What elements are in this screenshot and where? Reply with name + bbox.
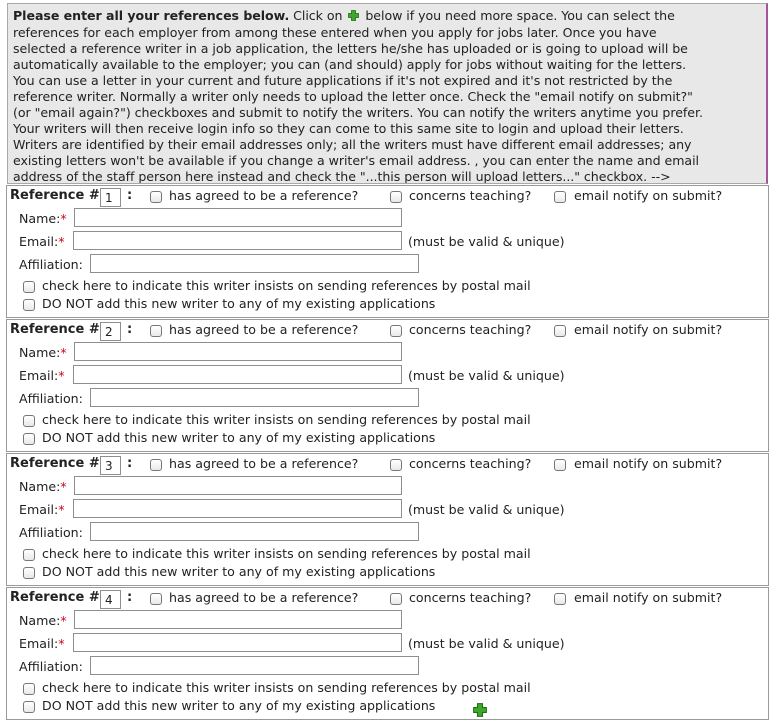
- teaching-label: concerns teaching?: [409, 188, 532, 203]
- required-asterisk: *: [58, 502, 65, 517]
- postal-mail-checkbox[interactable]: [23, 415, 35, 427]
- no-add-existing-label: DO NOT add this new writer to any of my existing applications: [42, 430, 436, 445]
- affiliation-input[interactable]: [90, 656, 419, 675]
- affiliation-label: Affiliation:: [19, 525, 83, 540]
- affiliation-label: Affiliation:: [19, 391, 83, 406]
- instructions-box: [7, 3, 768, 184]
- agreed-checkbox[interactable]: [150, 325, 162, 337]
- affiliation-input[interactable]: [90, 254, 419, 273]
- reference-number-label: Reference #: [10, 322, 100, 337]
- reference-number-colon: :: [127, 322, 133, 337]
- instructions-line: Writers are identified by their email addresses only; all the writers must have different email addresses; any: [13, 136, 692, 152]
- postal-mail-checkbox[interactable]: [23, 549, 35, 561]
- email-label: Email:*: [19, 636, 65, 651]
- email-notify-label: email notify on submit?: [574, 456, 723, 471]
- email-hint: (must be valid & unique): [408, 234, 565, 249]
- reference-number-input[interactable]: [100, 322, 121, 341]
- agreed-label: has agreed to be a reference?: [169, 590, 359, 605]
- email-input[interactable]: [73, 499, 402, 518]
- required-asterisk: *: [58, 636, 65, 651]
- name-input[interactable]: [74, 476, 402, 495]
- reference-number-label: Reference #: [10, 188, 100, 203]
- name-label: Name:*: [19, 479, 67, 494]
- name-input[interactable]: [74, 342, 402, 361]
- email-notify-checkbox[interactable]: [554, 459, 566, 471]
- email-notify-checkbox[interactable]: [554, 191, 566, 203]
- teaching-checkbox[interactable]: [390, 593, 402, 605]
- affiliation-input[interactable]: [90, 522, 419, 541]
- agreed-label: has agreed to be a reference?: [169, 322, 359, 337]
- teaching-label: concerns teaching?: [409, 456, 532, 471]
- reference-block-2: [6, 319, 769, 452]
- instructions-line: automatically available to the employer; you can (and should) apply for jobs without waiting for the letters.: [13, 56, 687, 72]
- postal-mail-checkbox[interactable]: [23, 683, 35, 695]
- instructions-line: reference writer. Normally a writer only needs to upload the letter once. Check the "email notify on submit?": [13, 88, 693, 104]
- reference-block-3: [6, 453, 769, 586]
- no-add-existing-checkbox[interactable]: [23, 701, 35, 713]
- instructions-line: references for each employer from among these entered when you apply for jobs later. Once you have: [13, 24, 657, 40]
- email-input[interactable]: [73, 231, 402, 250]
- teaching-checkbox[interactable]: [390, 325, 402, 337]
- no-add-existing-checkbox[interactable]: [23, 299, 35, 311]
- instructions-line-1: Please enter all your references below. Click on below if you need more space. You can select the: [13, 8, 675, 23]
- instructions-line: You can use a letter in your current and future applications if it's not expired and it's not restricted by the: [13, 72, 673, 88]
- reference-number-label: Reference #: [10, 456, 100, 471]
- teaching-label: concerns teaching?: [409, 322, 532, 337]
- instructions-line: address of the staff person here instead and check the "...this person will upload letters..." checkbox. -->: [13, 168, 671, 184]
- postal-mail-label: check here to indicate this writer insists on sending references by postal mail: [42, 412, 531, 427]
- email-hint: (must be valid & unique): [408, 502, 565, 517]
- reference-number-input[interactable]: [100, 456, 121, 475]
- no-add-existing-label: DO NOT add this new writer to any of my existing applications: [42, 296, 436, 311]
- no-add-existing-checkbox[interactable]: [23, 433, 35, 445]
- plus-icon: [473, 705, 487, 720]
- reference-number-colon: :: [127, 188, 133, 203]
- email-input[interactable]: [73, 365, 402, 384]
- required-asterisk: *: [60, 211, 67, 226]
- instructions-line: existing letters won't be available if you change a writer's email address. , you can enter the name and email: [13, 152, 699, 168]
- name-label: Name:*: [19, 345, 67, 360]
- email-notify-label: email notify on submit?: [574, 322, 723, 337]
- email-hint: (must be valid & unique): [408, 636, 565, 651]
- teaching-checkbox[interactable]: [390, 191, 402, 203]
- email-label: Email:*: [19, 502, 65, 517]
- email-input[interactable]: [73, 633, 402, 652]
- no-add-existing-checkbox[interactable]: [23, 567, 35, 579]
- reference-number-label: Reference #: [10, 590, 100, 605]
- no-add-existing-label: DO NOT add this new writer to any of my existing applications: [42, 698, 436, 713]
- name-label: Name:*: [19, 211, 67, 226]
- email-notify-checkbox[interactable]: [554, 593, 566, 605]
- agreed-label: has agreed to be a reference?: [169, 456, 359, 471]
- affiliation-label: Affiliation:: [19, 257, 83, 272]
- name-label: Name:*: [19, 613, 67, 628]
- email-notify-label: email notify on submit?: [574, 188, 723, 203]
- email-notify-checkbox[interactable]: [554, 325, 566, 337]
- teaching-label: concerns teaching?: [409, 590, 532, 605]
- postal-mail-checkbox[interactable]: [23, 281, 35, 293]
- email-hint: (must be valid & unique): [408, 368, 565, 383]
- reference-number-colon: :: [127, 456, 133, 471]
- required-asterisk: *: [60, 345, 67, 360]
- teaching-checkbox[interactable]: [390, 459, 402, 471]
- agreed-checkbox[interactable]: [150, 191, 162, 203]
- postal-mail-label: check here to indicate this writer insists on sending references by postal mail: [42, 278, 531, 293]
- affiliation-label: Affiliation:: [19, 659, 83, 674]
- agreed-checkbox[interactable]: [150, 593, 162, 605]
- reference-number-colon: :: [127, 590, 133, 605]
- name-input[interactable]: [74, 610, 402, 629]
- instructions-line: selected a reference writer in a job application, the letters he/she has uploaded or is going to upload will be: [13, 40, 688, 56]
- required-asterisk: *: [60, 613, 67, 628]
- postal-mail-label: check here to indicate this writer insists on sending references by postal mail: [42, 680, 531, 695]
- required-asterisk: *: [58, 368, 65, 383]
- reference-number-input[interactable]: [100, 590, 121, 609]
- email-notify-label: email notify on submit?: [574, 590, 723, 605]
- required-asterisk: *: [58, 234, 65, 249]
- instructions-line: (or "email again?") checkboxes and submit to notify the writers. You can notify the writers anytime you prefer.: [13, 104, 703, 120]
- email-label: Email:*: [19, 234, 65, 249]
- required-asterisk: *: [60, 479, 67, 494]
- reference-number-input[interactable]: [100, 188, 121, 207]
- agreed-checkbox[interactable]: [150, 459, 162, 471]
- affiliation-input[interactable]: [90, 388, 419, 407]
- no-add-existing-label: DO NOT add this new writer to any of my existing applications: [42, 564, 436, 579]
- add-reference-button[interactable]: [473, 703, 487, 720]
- instructions-line: Your writers will then receive login info so they can come to this same site to login and upload their letters.: [13, 120, 684, 136]
- name-input[interactable]: [74, 208, 402, 227]
- agreed-label: has agreed to be a reference?: [169, 188, 359, 203]
- email-label: Email:*: [19, 368, 65, 383]
- instructions-heading: Please enter all your references below.: [13, 8, 290, 23]
- reference-block-4: [6, 587, 769, 720]
- plus-icon: [348, 9, 359, 25]
- reference-block-1: [6, 185, 769, 318]
- postal-mail-label: check here to indicate this writer insists on sending references by postal mail: [42, 546, 531, 561]
